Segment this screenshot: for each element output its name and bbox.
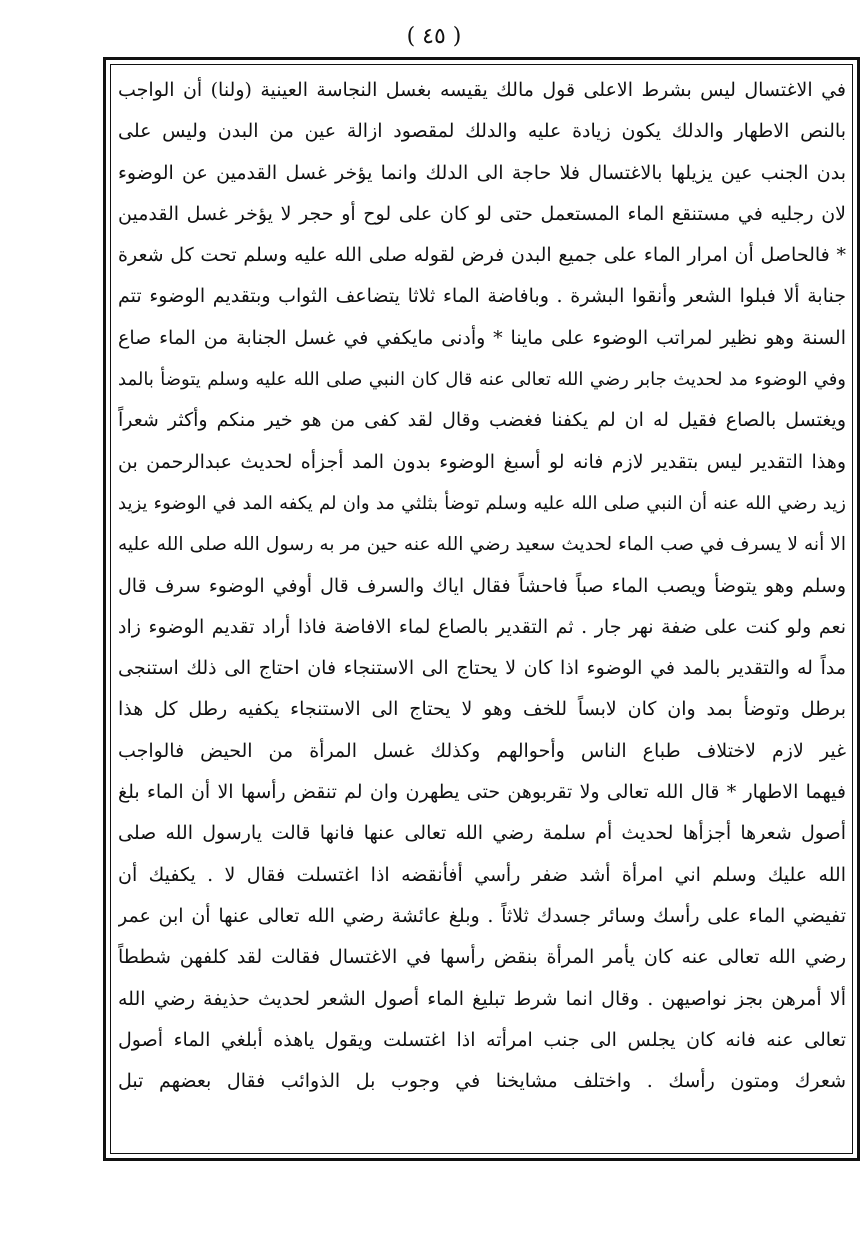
text-line: * فالحاصل أن امرار الماء على جميع البدن فرض لقوله صلى الله عليه وسلم تحت كل شعرة (118, 244, 846, 267)
text-line: مداً له والتقدير بالمد في الوضوء اذا كان لا يحتاج الى الاستنجاء فان احتاج الى ذلك استنجى (118, 657, 846, 680)
body-text (118, 70, 846, 1150)
text-line: تعالى عنه فانه كان يجلس الى جنب امرأته اذا اغتسلت ويقول ياهذه أبلغي الماء أصول (118, 1028, 846, 1051)
text-line: تفيضي الماء على رأسك وسائر جسدك ثلاثاً . وبلغ عائشة رضي الله تعالى عنها أن ابن عمر (118, 904, 846, 927)
text-line: وهذا التقدير ليس بتقدير لازم فانه لو أسبغ الوضوء بدون المد أجزأه لحديث عبدالرحمن بن (118, 450, 846, 473)
text-line: ألا أمرهن بجز نواصيهن . وقال انما شرط تبليغ الماء أصول الشعر لحديث حذيفة رضي الله (118, 987, 846, 1010)
text-line: الله عليك وسلم اني امرأة أشد ضفر رأسي أفأنقضه اذا اغتسلت فقال لا . يكفيك أن (118, 863, 846, 886)
text-line: جنابة ألا فبلوا الشعر وأنقوا البشرة . وبافاضة الماء ثلاثا يتضاعف الثواب وبتقديم الوضوء تتم (118, 285, 846, 308)
text-line: السنة وهو نظير لمراتب الوضوء على ماينا * وأدنى مايكفي في غسل الجنابة من الماء صاع (118, 326, 846, 349)
text-line: ويغتسل بالصاع فقيل له ان لم يكفنا فغضب وقال لقد كفى من هو خير منكم وأكثر شعراً (118, 409, 846, 432)
text-line: الا أنه لا يسرف في صب الماء لحديث سعيد رضي الله عنه حين مر به رسول الله صلى الله عليه (118, 534, 846, 556)
text-line: وفي الوضوء مد لحديث جابر رضي الله تعالى عنه قال كان النبي صلى الله عليه وسلم يتوضأ بالمد (118, 369, 846, 391)
page-number: ( ٤٥ ) (406, 24, 462, 49)
text-line: في الاغتسال ليس بشرط الاعلى قول مالك يقيسه بغسل النجاسة العينية (ولنا) أن الواجب (118, 79, 846, 101)
text-line: فيهما الاطهار * قال الله تعالى ولا تقربوهن حتى يطهرن وان لم تنقض رأسها الا أن الماء بلغ (118, 781, 846, 804)
text-line: شعرك ومتون رأسك . واختلف مشايخنا في وجوب بل الذوائب فقال بعضهم تبل (118, 1070, 846, 1093)
text-line: برطل وتوضأ بمد وان كان لابساً للخف وهو لا يحتاج الى الاستنجاء يكفيه رطل كل هذا (118, 698, 846, 721)
text-line: وسلم وهو يتوضأ ويصب الماء صباً فاحشاً فقال اياك والسرف قال أوفي الوضوء سرف قال (118, 574, 846, 597)
text-line: زيد رضي الله عنه أن النبي صلى الله عليه وسلم توضأ بثلثي مد وان لم يكفه المد في الوضوء يزيد (118, 492, 846, 514)
text-line: رضي الله تعالى عنه كان يأمر المرأة بنقض رأسها في الاغتسال فقالت لقد كلفهن شططاً (118, 946, 846, 969)
text-line: بالنص الاطهار والدلك يكون زيادة عليه والدلك لمقصود ازالة عين من البدن وليس على (118, 120, 846, 143)
text-line: غير لازم لاختلاف طباع الناس وأحوالهم وكذلك غسل المرأة من الحيض فالواجب (118, 739, 846, 762)
text-line: لان رجليه في مستنقع الماء المستعمل حتى لو كان على لوح أو حجر لا يؤخر غسل القدمين (118, 202, 846, 225)
text-line: أصول شعرها أجزأها لحديث أم سلمة رضي الله تعالى عنها فانها قالت يارسول الله صلى (118, 822, 846, 845)
text-line: نعم ولو كنت على ضفة نهر جار . ثم التقدير بالصاع لماء الافاضة فاذا أراد تقديم الوضوء زاد (118, 615, 846, 638)
text-line: بدن الجنب عين يزيلها بالاغتسال فلا حاجة الى الدلك وانما يؤخر غسل القدمين عن الوضوء (118, 161, 846, 184)
